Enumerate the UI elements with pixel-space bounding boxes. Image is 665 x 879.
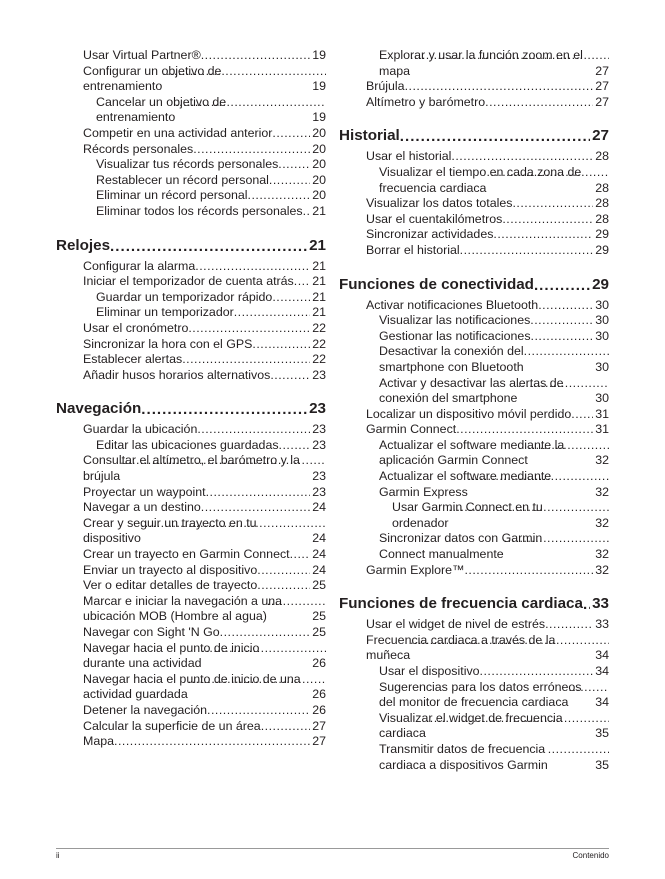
toc-right-column [339, 48, 609, 773]
toc-entry-text: Editar las ubicaciones guardadas ..... [96, 438, 279, 452]
toc-entry-text: Actualizar el software mediante Garmin Express ..... [379, 469, 551, 499]
toc-entry-text: Cancelar un objetivo de entrenamiento ..... [96, 95, 226, 125]
toc-entry[interactable] [96, 290, 326, 306]
toc-entry[interactable] [366, 617, 609, 633]
toc-page-number: 30 [595, 391, 609, 406]
toc-entry-text: Frecuencia cardiaca a través de la muñeca ..... [366, 633, 555, 663]
toc-page-number: 21 [312, 203, 326, 218]
toc-page-number: 24 [312, 562, 326, 577]
toc-entry[interactable] [83, 274, 326, 290]
toc-entry-text: Guardar la ubicación ..... [83, 422, 197, 436]
toc-page-number: 34 [595, 695, 609, 710]
toc-entry-text: Guardar un temporizador rápido ..... [96, 290, 272, 304]
toc-entry-text: Visualizar el widget de frecuencia cardiaca ..... [379, 711, 563, 741]
toc-entry[interactable] [366, 149, 609, 165]
toc-section-heading-historial[interactable] [339, 126, 609, 145]
toc-page-number: 25 [312, 625, 326, 639]
toc-page-number: 19 [312, 48, 326, 62]
footer-divider [56, 848, 609, 849]
toc-page-number: 26 [312, 687, 326, 702]
toc-entry[interactable] [83, 259, 326, 275]
toc-entry-text: Configurar la alarma ..... [83, 259, 195, 273]
toc-page-number: 33 [595, 617, 609, 632]
toc-entry-text: Competir en una actividad anterior ..... [83, 126, 272, 140]
toc-entry-text: Establecer alertas ..... [83, 352, 182, 366]
toc-entry-text: Restablecer un récord personal ..... [96, 173, 269, 187]
toc-entry[interactable] [83, 422, 326, 438]
toc-page-number: 20 [312, 125, 326, 140]
toc-section-heading-relojes[interactable] [56, 236, 326, 255]
toc-entry[interactable] [366, 633, 609, 664]
toc-page-number: 32 [595, 453, 609, 468]
toc-entry[interactable] [83, 337, 326, 353]
toc-entry-text: Marcar e iniciar la navegación a una ubicación MOB (Hombre al agua) ..... [83, 594, 282, 624]
toc-page-number: 28 [595, 211, 609, 226]
toc-entry[interactable] [96, 157, 326, 173]
toc-entry[interactable] [366, 422, 609, 438]
toc-entry-text: Récords personales ..... [83, 142, 193, 156]
toc-entry[interactable] [366, 79, 609, 95]
toc-entry[interactable] [83, 625, 326, 641]
toc-page-number: 20 [312, 188, 326, 203]
toc-entry-text: Localizar un dispositivo móvil perdido ..... [366, 407, 571, 421]
toc-entry-text: Visualizar tus récords personales ..... [96, 157, 278, 171]
toc-page-number: 35 [595, 726, 609, 741]
toc-entry[interactable] [96, 204, 326, 220]
toc-entry-text: Sugerencias para los datos erróneos del monitor de frecuencia cardiaca ..... [379, 680, 582, 710]
toc-entry-text: Ver o editar detalles de trayecto ..... [83, 578, 257, 592]
toc-page-number: 26 [312, 702, 326, 717]
toc-entry[interactable] [83, 485, 326, 501]
toc-entry[interactable] [379, 469, 609, 500]
toc-entry-text: Activar y desactivar las alertas de conexión del smartphone ..... [379, 376, 564, 406]
toc-entry-text: Explorar y usar la función zoom en el mapa ..... [379, 48, 583, 78]
toc-page-number: 29 [595, 242, 609, 257]
toc-entry[interactable] [83, 516, 326, 547]
toc-entry-text: Usar Garmin Connect en tu ordenador ..... [392, 500, 543, 530]
toc-page-number: 26 [312, 656, 326, 671]
toc-entry[interactable] [379, 531, 609, 562]
toc-page-number: 24 [312, 547, 326, 562]
toc-entry[interactable] [96, 173, 326, 189]
toc-page-number: 32 [595, 562, 609, 577]
toc-page-number: 27 [595, 79, 609, 94]
toc-page-number: 22 [312, 352, 326, 367]
toc-page-number: 23 [309, 400, 326, 418]
toc-page-number: 23 [312, 469, 326, 484]
footer-page-number: ii [56, 851, 60, 860]
toc-entry[interactable] [379, 376, 609, 407]
toc-heading-text: Historial ..... [339, 127, 400, 144]
toc-entry[interactable] [379, 165, 609, 196]
toc-page-number: 27 [312, 734, 326, 749]
toc-entry[interactable] [83, 48, 326, 64]
footer-section-title: Contenido [572, 851, 609, 860]
toc-page-number: 23 [312, 422, 326, 437]
toc-entry[interactable] [96, 438, 326, 454]
toc-page-number: 32 [595, 484, 609, 499]
toc-page-number: 22 [312, 320, 326, 335]
toc-entry[interactable] [96, 188, 326, 204]
toc-entry-text: Eliminar un temporizador ..... [96, 305, 234, 319]
toc-page-number: 21 [309, 236, 326, 254]
toc-entry-text: Garmin Connect ..... [366, 422, 456, 436]
toc-entry[interactable] [83, 578, 326, 594]
toc-page-number: 24 [312, 500, 326, 515]
toc-heading-text: Relojes ..... [56, 237, 110, 254]
toc-page-number: 31 [595, 406, 609, 421]
toc-entry-text: Visualizar las notificaciones ..... [379, 313, 530, 327]
toc-entry[interactable] [83, 719, 326, 735]
toc-page-number: 32 [595, 515, 609, 530]
toc-section-heading-funciones-de-frecuencia-cardiaca[interactable] [339, 594, 609, 613]
toc-entry[interactable] [379, 313, 609, 329]
toc-entry-text: Navegar a un destino ..... [83, 500, 201, 514]
toc-entry-text: Usar el cronómetro ..... [83, 321, 188, 335]
toc-page-number: 30 [595, 297, 609, 312]
toc-entry-text: Borrar el historial ..... [366, 243, 460, 257]
toc-section-heading-navegacion[interactable] [56, 399, 326, 418]
toc-page-number: 35 [595, 757, 609, 772]
toc-entry-text: Transmitir datos de frecuencia cardiaca a dispositivos Garmin ..... [379, 742, 548, 772]
toc-entry[interactable] [392, 500, 609, 531]
toc-entry[interactable] [366, 243, 609, 259]
toc-page-number: 23 [312, 484, 326, 499]
toc-page-number: 28 [595, 180, 609, 195]
toc-page-number: 28 [595, 196, 609, 211]
toc-page-number: 20 [312, 141, 326, 156]
toc-entry-text: Usar el dispositivo ..... [379, 664, 480, 678]
toc-entry[interactable] [366, 298, 609, 314]
toc-page-number: 34 [595, 648, 609, 663]
toc-page-number: 21 [312, 258, 326, 273]
toc-entry[interactable] [366, 563, 609, 579]
toc-entry[interactable] [83, 594, 326, 625]
toc-section-heading-funciones-de-conectividad[interactable] [339, 275, 609, 294]
toc-page-number: 25 [312, 609, 326, 624]
toc-page-number: 31 [595, 422, 609, 437]
toc-entry-text: Usar Virtual Partner® ..... [83, 48, 201, 62]
toc-entry[interactable] [83, 142, 326, 158]
toc-entry-text: Navegar hacia el punto de inicio de una actividad guardada ..... [83, 672, 301, 702]
toc-entry[interactable] [379, 664, 609, 680]
toc-entry-text: Visualizar los datos totales ..... [366, 196, 512, 210]
toc-page-number: 30 [595, 359, 609, 374]
toc-entry-text: Configurar un objetivo de entrenamiento ..... [83, 64, 221, 94]
toc-entry[interactable] [83, 321, 326, 337]
toc-page-number: 28 [595, 149, 609, 164]
toc-entry-text: Calcular la superficie de un área ..... [83, 719, 261, 733]
toc-entry[interactable] [83, 352, 326, 368]
toc-entry-text: Sincronizar la hora con el GPS ..... [83, 337, 252, 351]
toc-entry-text: Proyectar un waypoint ..... [83, 485, 206, 499]
toc-page-number: 30 [595, 328, 609, 343]
toc-entry-text: Eliminar un récord personal ..... [96, 188, 248, 202]
toc-entry-text: Garmin Explore™ ..... [366, 563, 464, 577]
toc-page-number: 20 [312, 157, 326, 172]
toc-page-number: 22 [312, 336, 326, 351]
toc-entry[interactable] [366, 196, 609, 212]
toc-page-number: 20 [312, 172, 326, 187]
toc-entry[interactable] [366, 95, 609, 111]
toc-heading-text: Navegación ..... [56, 400, 141, 417]
toc-entry-text: Desactivar la conexión del smartphone con Bluetooth ..... [379, 344, 524, 374]
toc-entry-text: Detener la navegación ..... [83, 703, 207, 717]
toc-entry[interactable] [83, 368, 326, 384]
toc-entry[interactable] [83, 126, 326, 142]
toc-left-column [56, 48, 326, 750]
toc-entry-text: Activar notificaciones Bluetooth ..... [366, 298, 538, 312]
toc-entry[interactable] [379, 742, 609, 773]
toc-entry-text: Usar el historial ..... [366, 149, 451, 163]
toc-entry[interactable] [83, 547, 326, 563]
toc-entry[interactable] [83, 500, 326, 516]
toc-page-number: 27 [312, 718, 326, 733]
toc-entry[interactable] [366, 212, 609, 228]
toc-page-number: 27 [595, 63, 609, 78]
toc-entry-text: Enviar un trayecto al dispositivo ..... [83, 563, 257, 577]
toc-entry-text: Sincronizar actividades ..... [366, 227, 493, 241]
toc-heading-text: Funciones de conectividad ..... [339, 276, 534, 293]
toc-entry[interactable] [83, 563, 326, 579]
toc-page-number: 23 [312, 367, 326, 382]
toc-entry[interactable] [366, 407, 609, 423]
toc-entry[interactable] [83, 453, 326, 484]
toc-page-number: 19 [312, 110, 326, 125]
toc-entry[interactable] [83, 64, 326, 95]
toc-page-number: 24 [312, 531, 326, 546]
toc-entry[interactable] [366, 227, 609, 243]
toc-page-number: 27 [592, 127, 609, 145]
toc-page-number: 21 [312, 274, 326, 289]
toc-page-number: 29 [595, 227, 609, 242]
toc-entry-text: Gestionar las notificaciones ..... [379, 329, 531, 343]
toc-page-number: 21 [312, 289, 326, 304]
toc-entry[interactable] [379, 680, 609, 711]
toc-entry-text: Usar el cuentakilómetros ..... [366, 212, 502, 226]
toc-heading-text: Funciones de frecuencia cardiaca ..... [339, 595, 583, 612]
toc-entry-text: Sincronizar datos con Garmin Connect manualmente ..... [379, 531, 542, 561]
toc-entry-text: Usar el widget de nivel de estrés ..... [366, 617, 545, 631]
toc-page-number: 29 [592, 275, 609, 293]
toc-page-number: 23 [312, 437, 326, 452]
toc-entry[interactable] [83, 672, 326, 703]
toc-entry-text: Visualizar el tiempo en cada zona de frecuencia cardiaca ..... [379, 165, 581, 195]
toc-entry[interactable] [379, 438, 609, 469]
toc-entry[interactable] [379, 711, 609, 742]
toc-entry[interactable] [96, 305, 326, 321]
toc-entry-text: Altímetro y barómetro ..... [366, 95, 485, 109]
toc-page-number: 25 [312, 578, 326, 593]
toc-entry[interactable] [83, 641, 326, 672]
toc-entry-text: Navegar hacia el punto de inicio durante una actividad ..... [83, 641, 259, 671]
toc-entry-text: Crear un trayecto en Garmin Connect ..... [83, 547, 290, 561]
toc-entry-text: Mapa ..... [83, 734, 114, 748]
toc-entry[interactable] [83, 703, 326, 719]
toc-entry[interactable] [83, 734, 326, 750]
toc-entry[interactable] [379, 344, 609, 375]
toc-entry-text: Iniciar el temporizador de cuenta atrás ..... [83, 274, 294, 288]
toc-entry-text: Crear y seguir un trayecto en tu dispositivo ..... [83, 516, 257, 546]
toc-entry[interactable] [96, 95, 326, 126]
toc-entry-text: Eliminar todos los récords personales ..... [96, 204, 303, 218]
toc-entry-text: Brújula ..... [366, 79, 405, 93]
toc-page-number: 21 [312, 305, 326, 320]
toc-page-number: 27 [595, 94, 609, 109]
toc-page-number: 30 [595, 313, 609, 328]
toc-entry-text: Añadir husos horarios alternativos ..... [83, 368, 270, 382]
toc-page-number: 19 [312, 79, 326, 94]
toc-entry[interactable] [379, 48, 609, 79]
toc-entry[interactable] [379, 329, 609, 345]
toc-entry-text: Actualizar el software mediante la aplicación Garmin Connect ..... [379, 438, 564, 468]
toc-page-number: 33 [592, 595, 609, 613]
toc-page-number: 32 [595, 547, 609, 562]
toc-page-number: 34 [595, 664, 609, 678]
toc-entry-text: Navegar con Sight 'N Go ..... [83, 625, 220, 639]
toc-entry-text: Consultar el altímetro, el barómetro y la brújula ..... [83, 453, 300, 483]
